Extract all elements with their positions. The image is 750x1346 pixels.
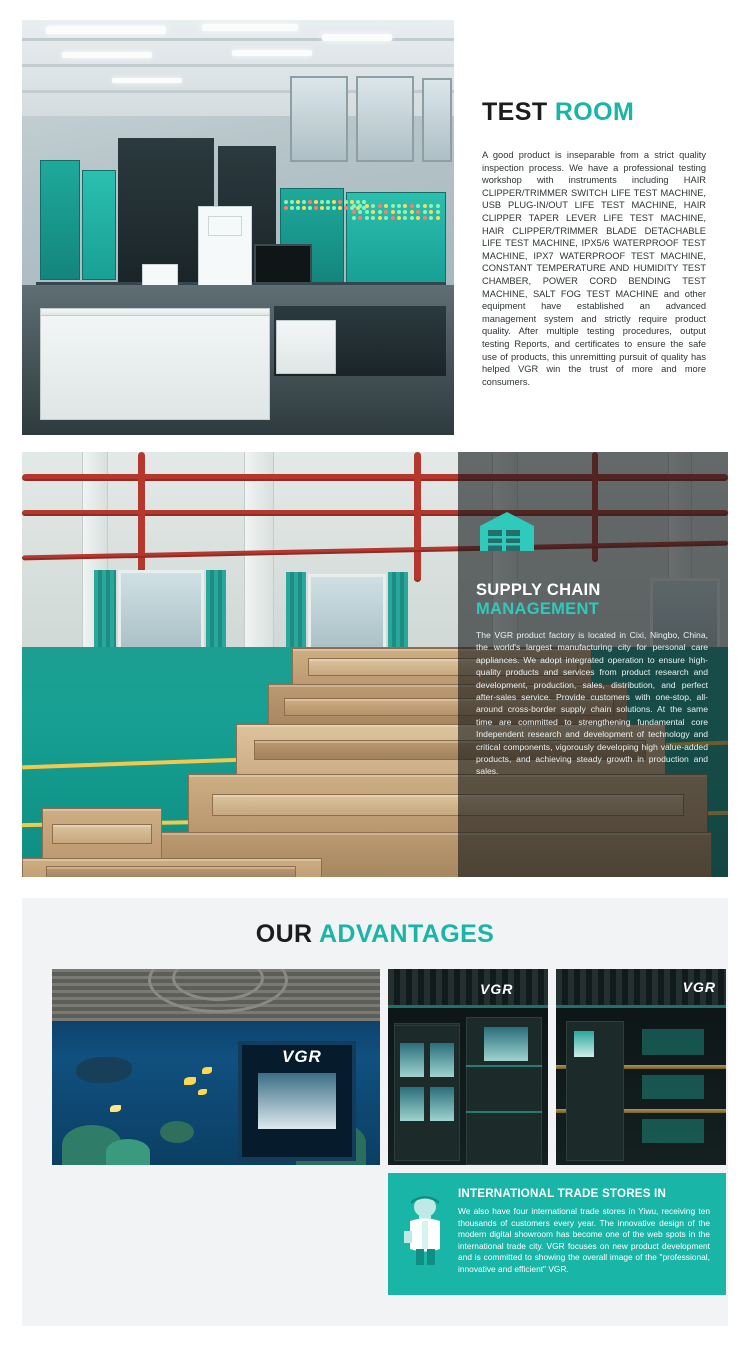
advantages-gallery [52, 969, 716, 1295]
trade-card-description: We also have four international trade stores in Yiwu, receiving ten thousands of customers every year. The innovative design of the modern digital showroom has become one of the web spots in the international trade city. VGR focuses on new product development and is committed to showing the overall image of the "professional, innovative and efficient" VGR. [458, 1206, 710, 1274]
brand-logo-display-wall: VGR [480, 981, 514, 997]
test-room-section [22, 20, 728, 435]
brand-logo-aquarium: VGR [282, 1047, 322, 1066]
digital-display-wall-photo [388, 969, 548, 1165]
supply-chain-description: The VGR product factory is located in Cixi, Ningbo, China, the world's largest manufacturing city for personal care appliances. We adopt integrated operation to ensure high-quality products and services from product research and development, production, sales, distribution, and perfect after-sales service. Provide customers with one-stop, all-around cross-border supply chain solutions. At the same time are committed to strengthening fundamental core Independent research and development of technology and critical components, vigorously developing high value-added products, and achieving steady growth in production and sales. [476, 630, 708, 777]
our-advantages-section [22, 898, 728, 1326]
advantages-title-part-2: ADVANTAGES [318, 920, 495, 948]
advantages-title [52, 920, 698, 949]
supply-chain-text-overlay [458, 452, 728, 877]
brand-logo-shelf: VGR [682, 979, 716, 995]
supply-chain-title-line2: MANAGEMENT [476, 600, 600, 618]
title-part-1: TEST [482, 98, 555, 126]
aquarium-showroom-photo [52, 969, 380, 1165]
trade-card-title: INTERNATIONAL TRADE STORES IN [458, 1187, 667, 1200]
title-part-2: ROOM [554, 98, 635, 126]
supply-chain-title-line1: SUPPLY CHAIN [476, 581, 601, 599]
international-trade-stores-card [388, 1173, 726, 1295]
test-room-laboratory-photo [22, 20, 454, 435]
test-room-description: A good product is inseparable from a strict quality inspection process. We have a professional testing workshop with instruments including HAIR CLIPPER/TRIMMER SWITCH LIFE TEST MACHINE, USB PLUG-IN/OUT LIFE TEST MACHINE, HAIR CLIPPER TAPER LEVER LIFE TEST MACHINE, HAIR CLIPPER/TRIMMER BLADE DETACHABLE LIFE TEST MACHINE, IPX5/6 WATERPROOF TEST MACHINE, IPX7 WATERPROOF TEST MACHINE, CONSTANT TEMPERATURE AND HUMIDITY TEST CHAMBER, POWER CORD BENDING TEST MACHINE, SALT FOG TEST MACHINE and other equipment have established an advanced management system and strictly require product quality. After multiple testing procedures, output testing Reports, and certificates to ensure the safe use of products, this unremitting pursuit of quality has helped VGR win the trust of more and more consumers. [482, 150, 706, 387]
trade-person-icon [402, 1187, 448, 1283]
page-title [482, 98, 706, 127]
test-room-text-block [454, 20, 728, 435]
advantages-title-part-1: OUR [255, 920, 319, 948]
supply-chain-section [22, 452, 728, 877]
warehouse-icon [476, 508, 708, 559]
product-display-shelf-photo [556, 969, 726, 1165]
